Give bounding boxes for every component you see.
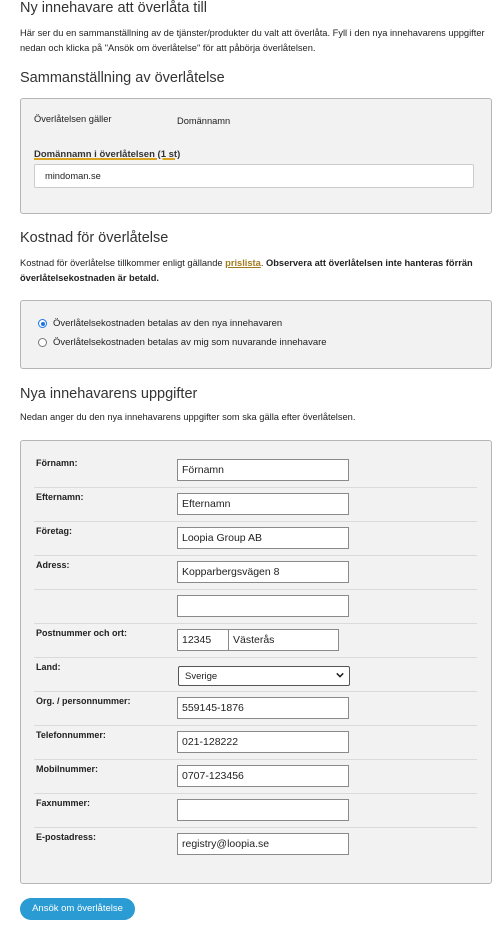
- domain-item: mindoman.se: [34, 164, 474, 188]
- postal-row: Postnummer och ort: 12345 Västerås: [34, 623, 477, 658]
- fax-input[interactable]: [177, 799, 349, 821]
- orgnr-row: Org. / personnummer: 559145-1876: [34, 691, 477, 726]
- mobile-row: Mobilnummer: 0707-123456: [34, 759, 477, 794]
- lastname-input[interactable]: Efternamn: [177, 493, 349, 515]
- address-row: Adress: Kopparbergsvägen 8: [34, 555, 477, 590]
- address-input[interactable]: Kopparbergsvägen 8: [177, 561, 349, 583]
- holder-box: [20, 440, 492, 884]
- cost-text: Kostnad för överlåtelse tillkommer enligt gällande prislista. Observera att överlåtelsen inte hanteras förrän överlåtelsekostnaden är betald.: [20, 258, 473, 283]
- summary-box: [20, 98, 492, 214]
- cost-warning: Observera att överlåtelsen inte hanteras förrän överlåtelsekostnaden är betald.: [20, 258, 473, 283]
- orgnr-input[interactable]: 559145-1876: [177, 697, 349, 719]
- cost-box: [20, 300, 492, 369]
- page-title: Ny innehavare att överlåta till: [20, 0, 207, 16]
- submit-transfer-button[interactable]: Ansök om överlåtelse: [20, 898, 135, 920]
- company-row: Företag: Loopia Group AB: [34, 521, 477, 556]
- zip-input[interactable]: 12345: [177, 629, 229, 651]
- applies-label: Överlåtelsen gäller: [34, 114, 112, 124]
- pricelist-link[interactable]: prislista: [225, 258, 261, 268]
- cost-heading: Kostnad för överlåtelse: [20, 230, 169, 246]
- phone-input[interactable]: 021-128222: [177, 731, 349, 753]
- applies-value: Domännamn: [177, 116, 231, 126]
- company-input[interactable]: Loopia Group AB: [177, 527, 349, 549]
- domains-link[interactable]: Domännamn i överlåtelsen (1 st): [34, 149, 181, 160]
- holder-intro: Nedan anger du den nya innehavarens uppgifter som ska gälla efter överlåtelsen.: [20, 412, 356, 422]
- country-row: Land: Sverige: [34, 657, 477, 692]
- address2-row: [34, 589, 477, 624]
- chevron-down-icon: [336, 671, 344, 679]
- mobile-input[interactable]: 0707-123456: [177, 765, 349, 787]
- cost-option-new-holder[interactable]: Överlåtelsekostnaden betalas av den nya innehavaren: [38, 318, 282, 329]
- email-row: E-postadress: registry@loopia.se: [34, 827, 477, 861]
- page-intro: Här ser du en sammanställning av de tjänster/produkter du valt att överlåta. Fyll i den nya innehavarens uppgifter nedan och klicka på "Ansök om överlåtelse" för att påbörja överlåtelsen.: [20, 28, 485, 53]
- radio-selected-icon[interactable]: [38, 319, 47, 328]
- phone-row: Telefonnummer: 021-128222: [34, 725, 477, 760]
- summary-heading: Sammanställning av överlåtelse: [20, 70, 225, 86]
- country-select[interactable]: Sverige: [178, 666, 350, 686]
- lastname-row: Efternamn: Efternamn: [34, 487, 477, 522]
- firstname-input[interactable]: Förnamn: [177, 459, 349, 481]
- firstname-row: Förnamn: Förnamn: [34, 453, 477, 488]
- email-input[interactable]: registry@loopia.se: [177, 833, 349, 855]
- address2-input[interactable]: [177, 595, 349, 617]
- holder-heading: Nya innehavarens uppgifter: [20, 386, 198, 402]
- city-input[interactable]: Västerås: [228, 629, 339, 651]
- radio-unselected-icon[interactable]: [38, 338, 47, 347]
- fax-row: Faxnummer:: [34, 793, 477, 828]
- cost-option-current-holder[interactable]: Överlåtelsekostnaden betalas av mig som nuvarande innehavare: [38, 337, 327, 348]
